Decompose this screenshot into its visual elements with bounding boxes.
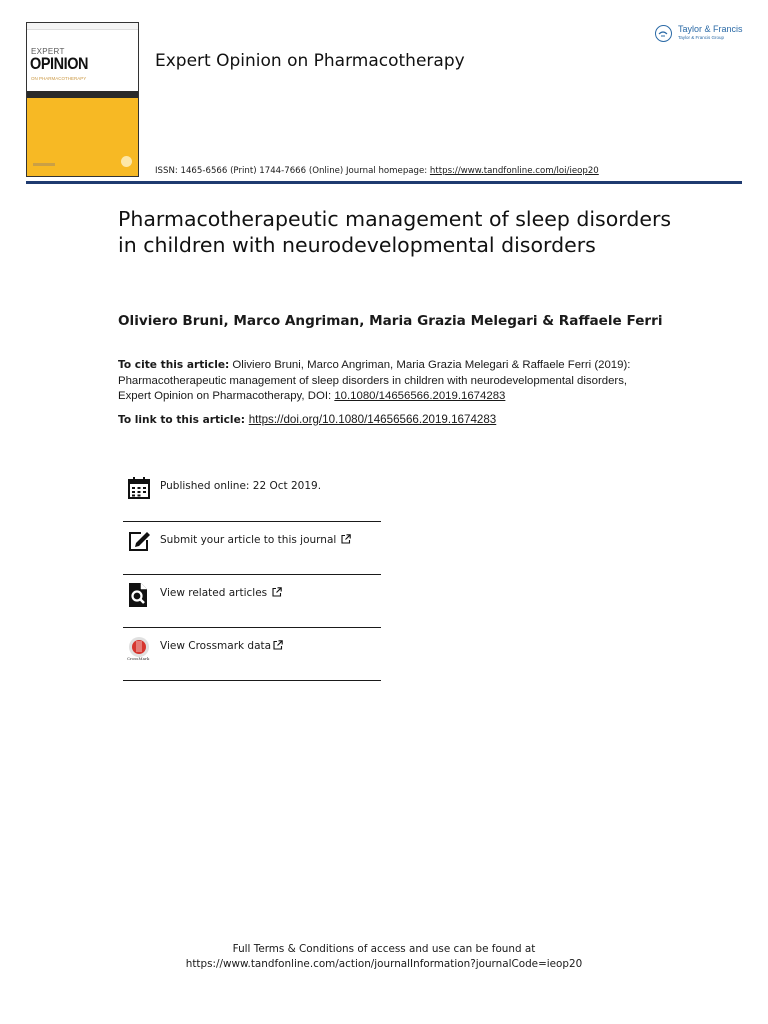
- footer: [0, 942, 768, 972]
- crossmark-icon-caption: CrossMark: [127, 656, 150, 661]
- external-link-icon: [273, 640, 283, 653]
- cover-badge-icon: [121, 156, 132, 167]
- cover-line-2: OPINION: [30, 54, 89, 73]
- external-link-icon: [272, 587, 282, 600]
- cover-line-3: ON PHARMACOTHERAPY: [31, 76, 87, 81]
- publisher-logo: [654, 22, 746, 46]
- divider: [123, 680, 381, 681]
- article-url-link[interactable]: https://doi.org/10.1080/14656566.2019.1674283: [248, 413, 497, 426]
- issn-text: ISSN: 1465-6566 (Print) 1744-7666 (Online) Journal homepage:: [155, 166, 430, 176]
- crossmark-label: [160, 640, 283, 653]
- calendar-icon: [127, 476, 151, 500]
- citation-block: [118, 358, 663, 405]
- journal-cover: [26, 22, 139, 177]
- published-online-label: Published online: 22 Oct 2019.: [160, 480, 322, 492]
- edit-icon: [127, 530, 151, 554]
- article-title: Pharmacotherapeutic management of sleep disorders in children with neurodevelopmental disorders: [118, 207, 672, 257]
- submit-article-label: [160, 534, 351, 547]
- related-articles-text: View related articles: [160, 587, 268, 599]
- taylor-francis-logo-icon: [655, 25, 672, 42]
- article-link-block: [118, 413, 496, 426]
- issn-line: [155, 166, 599, 176]
- submit-article-text: Submit your article to this journal: [160, 534, 337, 546]
- footer-line-1: Full Terms & Conditions of access and use can be found at: [232, 943, 536, 955]
- journal-title: Expert Opinion on Pharmacotherapy: [155, 51, 465, 71]
- footer-terms-link[interactable]: https://www.tandfonline.com/action/journalInformation?journalCode=ieop20: [185, 958, 583, 970]
- cover-dark-bar: [27, 91, 138, 98]
- article-authors: Oliviero Bruni, Marco Angriman, Maria Grazia Melegari & Raffaele Ferri: [118, 313, 663, 329]
- external-link-icon: [341, 534, 351, 547]
- link-label: To link to this article:: [118, 414, 249, 426]
- cover-top-strip: [27, 23, 138, 30]
- cover-volume-mark: [33, 163, 55, 166]
- cite-text: Oliviero Bruni, Marco Angriman, Maria Grazia Melegari & Raffaele Ferri (2019): Pharmacotherapeutic management of sleep disorders in children with neurodevelopmental disorders, Expert Opinion on Pharmacotherapy, DOI:: [118, 359, 631, 402]
- journal-homepage-link[interactable]: https://www.tandfonline.com/loi/ieop20: [429, 166, 599, 176]
- related-articles-label: [160, 587, 282, 600]
- header-rule: [26, 181, 742, 184]
- doi-link[interactable]: 10.1080/14656566.2019.1674283: [334, 390, 506, 402]
- crossmark-text: View Crossmark data: [160, 640, 272, 652]
- related-articles-icon: [127, 583, 151, 607]
- cite-label: To cite this article:: [118, 359, 230, 371]
- cover-line-1: EXPERT: [31, 47, 65, 56]
- publisher-name: Taylor & Francis: [678, 24, 743, 34]
- divider: [123, 627, 381, 628]
- publisher-group: Taylor & Francis Group: [678, 35, 725, 40]
- divider: [123, 574, 381, 575]
- divider: [123, 521, 381, 522]
